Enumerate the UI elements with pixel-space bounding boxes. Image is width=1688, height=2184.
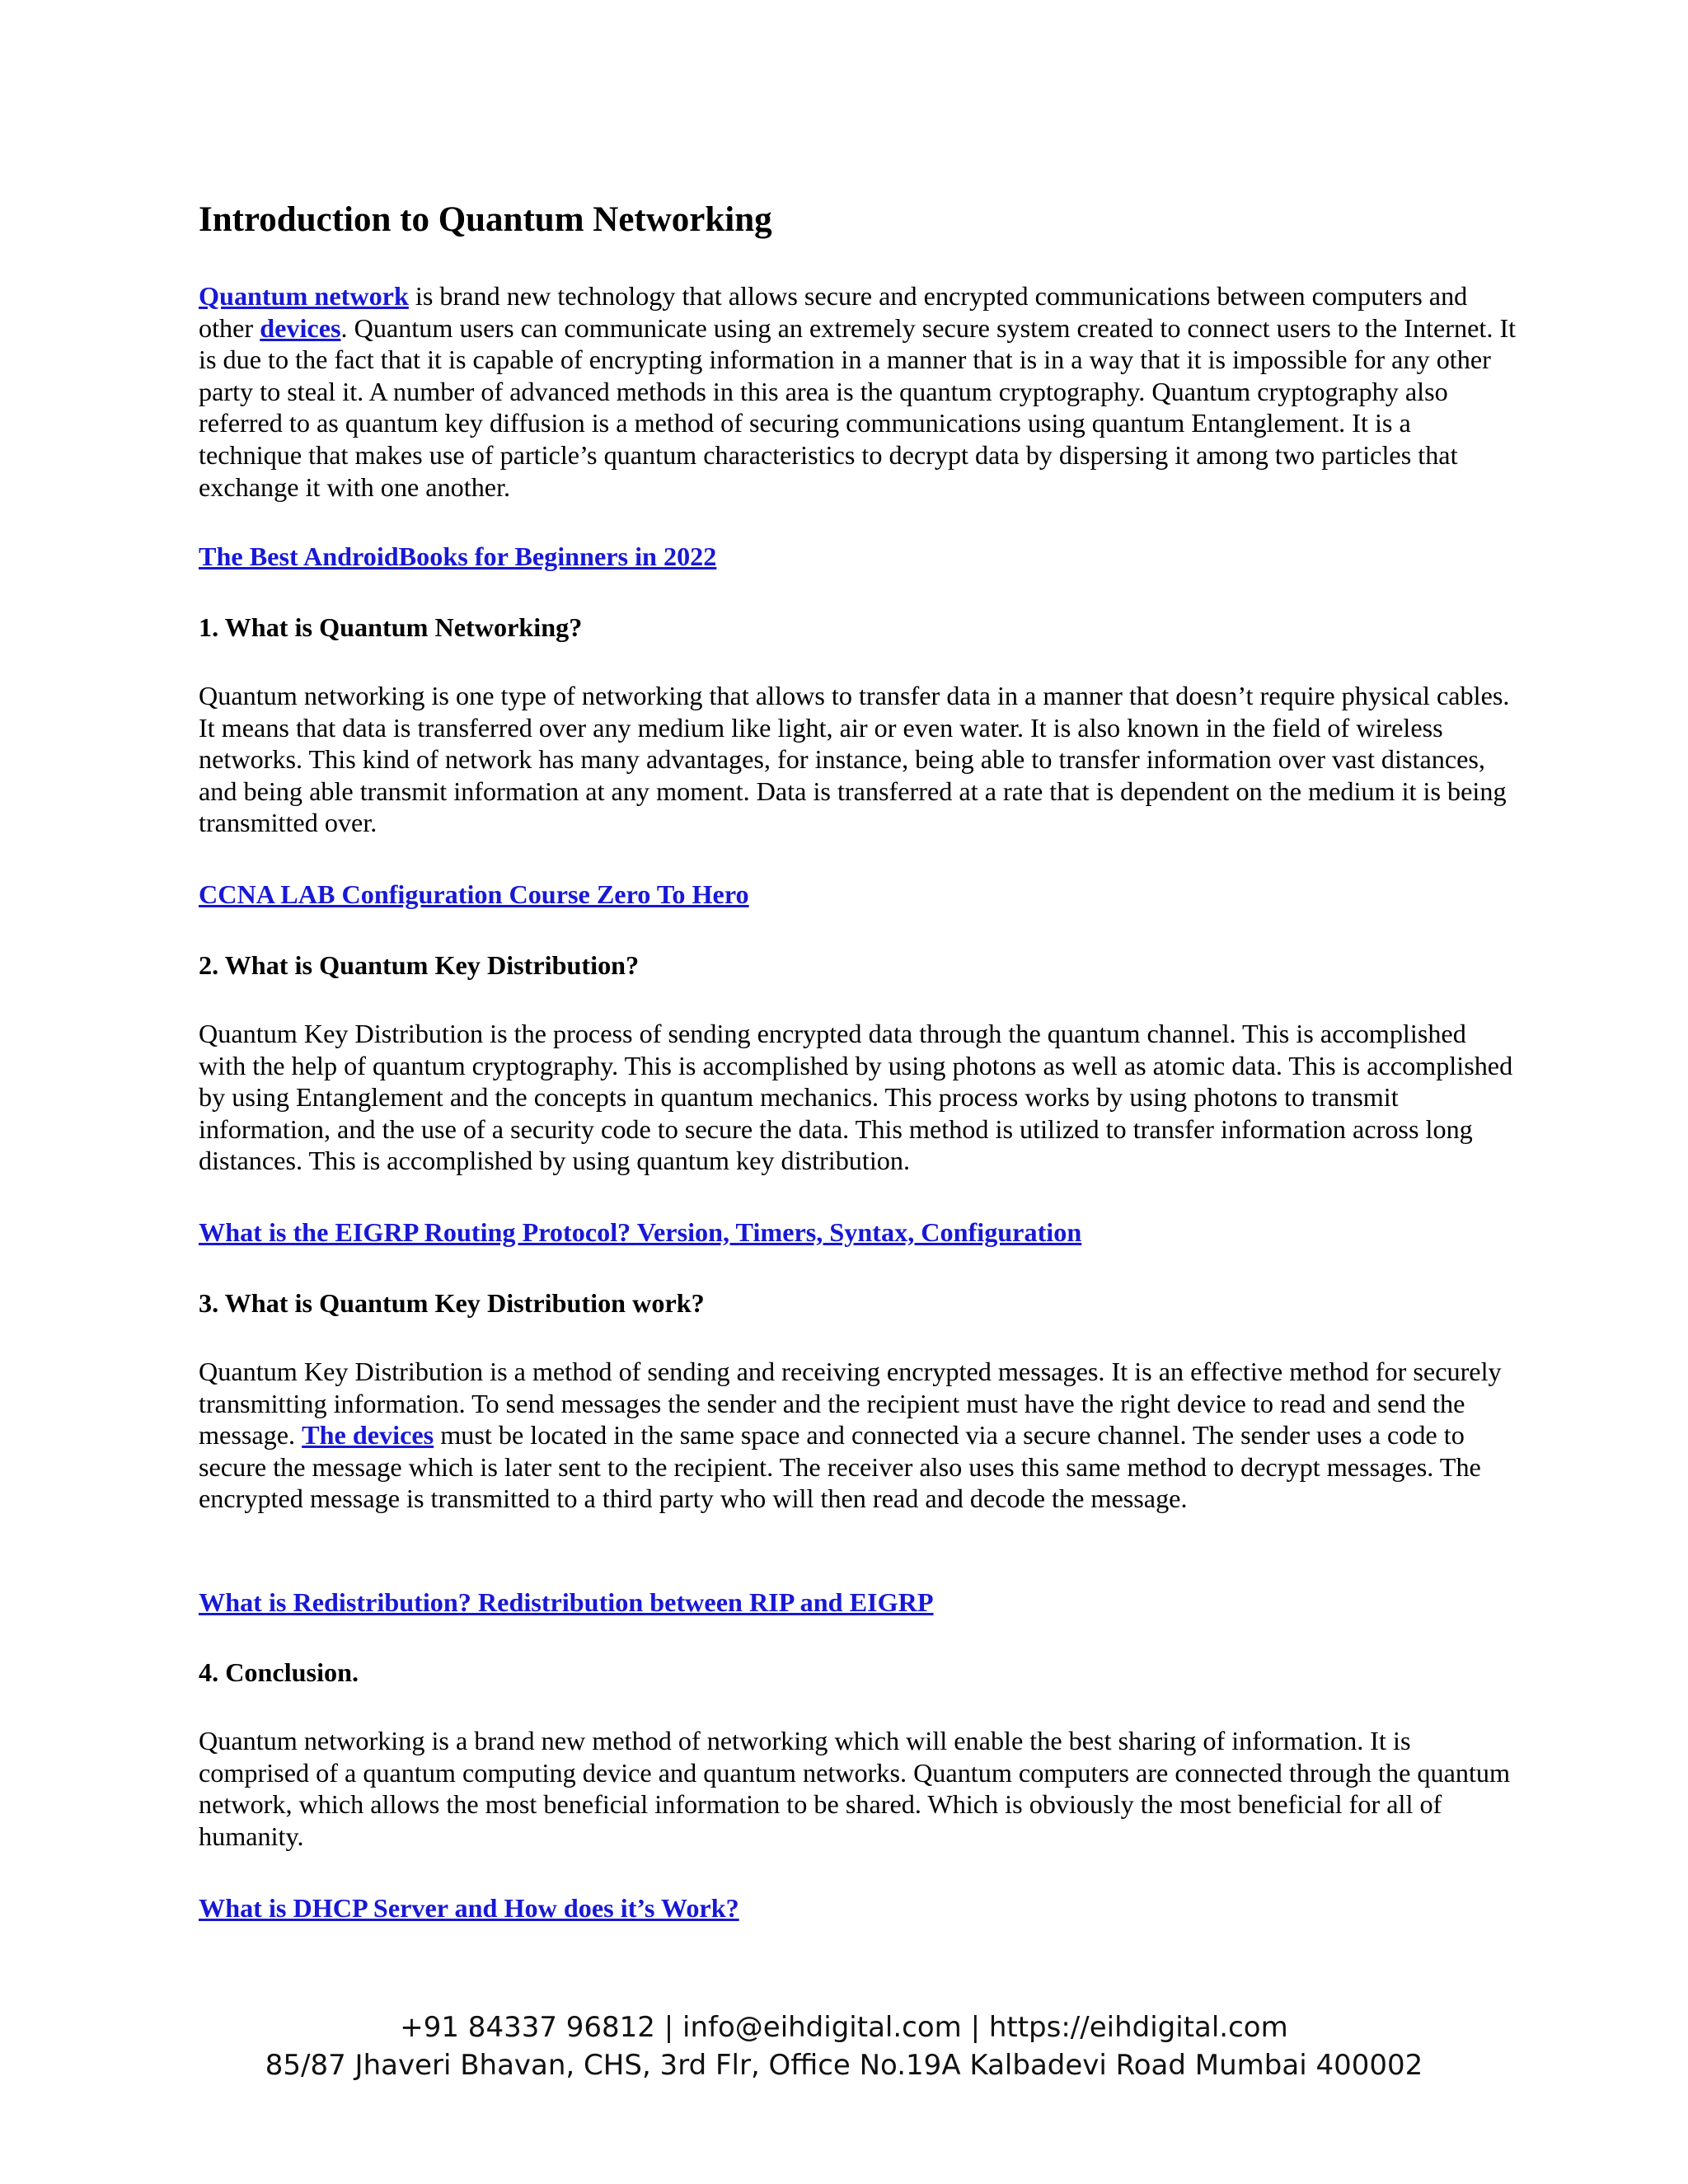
the-devices-link[interactable]: The devices — [302, 1420, 434, 1451]
intro-paragraph: Quantum network is brand new technology that allows secure and encrypted communications between computers and other devices. Quantum users can communicate using an extremely secure system created to connect users to the Internet. It is due to the fact that it is capable of encrypting information in a manner that is in a way that it is impossible for any other party to steal it. A number of advanced methods in this area is the quantum cryptography. Quantum cryptography also referred to as quantum key diffusion is a method of securing communications using quantum Entanglement. It is a technique that makes use of particle’s quantum characteristics to decrypt data by dispersing it among two particles that exchange it with one another. — [199, 281, 1517, 502]
related-link-4-row — [199, 1586, 934, 1619]
section-heading-3: 3. What is Quantum Key Distribution work? — [199, 1288, 705, 1318]
section-body-4: Quantum networking is a brand new method of networking which will enable the best sharing of information. It is comprised of a quantum computing device and quantum networks. Quantum computers are connected through the quantum network, which allows the most beneficial information to be shared. Which is obviously the most beneficial for all of humanity. — [199, 1726, 1511, 1851]
related-link-5-row — [199, 1891, 739, 1924]
quantum-network-link[interactable]: Quantum network — [199, 281, 409, 311]
section-body-1: Quantum networking is one type of networking that allows to transfer data in a manner that doesn’t require physical cables. It means that data is transferred over any medium like light, air or even water. It is also known in the field of wireless networks. This kind of network has many advantages, for instance, being able to transfer information over vast distances, and being able transmit information at any moment. Data is transferred at a rate that is dependent on the medium it is being transmitted over. — [199, 681, 1510, 838]
related-link-eigrp[interactable]: What is the EIGRP Routing Protocol? Version, Timers, Syntax, Configuration — [199, 1217, 1082, 1247]
section-body-3: Quantum Key Distribution is a method of sending and receiving encrypted messages. It is an effective method for securely transmitting information. To send messages the sender and the recipient must have the right device to read and send the message. The devices must be located in the same space and connected via a secure channel. The sender uses a code to secure the message which is later sent to the recipient. The receiver also uses this same method to decrypt messages. The encrypted message is transmitted to a third party who will then read and decode the message. — [199, 1357, 1502, 1514]
section-heading-4: 4. Conclusion. — [199, 1657, 359, 1687]
section-body-2: Quantum Key Distribution is the process of sending encrypted data through the quantum channel. This is accomplished with the help of quantum cryptography. This is accomplished by using photons as well as atomic data. This is accomplished by using Entanglement and the concepts in quantum mechanics. This process works by using photons to transmit information, and the use of a security code to secure the data. This method is utilized to transfer information across long distances. This is accomplished by using quantum key distribution. — [199, 1019, 1513, 1176]
related-link-1-row — [199, 540, 716, 573]
related-link-android-books[interactable]: The Best AndroidBooks for Beginners in 2022 — [199, 541, 717, 571]
section-heading-1: 1. What is Quantum Networking? — [199, 612, 583, 642]
related-link-2-row — [199, 878, 749, 911]
related-link-dhcp[interactable]: What is DHCP Server and How does it’s Work? — [199, 1893, 739, 1923]
related-link-3-row — [199, 1216, 1081, 1249]
related-link-redistribution[interactable]: What is Redistribution? Redistribution between RIP and EIGRP — [199, 1587, 934, 1617]
devices-link[interactable]: devices — [260, 312, 341, 343]
related-link-ccna-lab[interactable]: CCNA LAB Configuration Course Zero To Hero — [199, 879, 749, 909]
footer-address-line: 85/87 Jhaveri Bhavan, CHS, 3rd Flr, Office No.19A Kalbadevi Road Mumbai 400002 — [265, 2049, 1423, 2082]
section-heading-2: 2. What is Quantum Key Distribution? — [199, 950, 640, 980]
footer-contact-line: +91 84337 96812 | info@eihdigital.com | https://eihdigital.com — [400, 2011, 1288, 2044]
page-title: Introduction to Quantum Networking — [199, 200, 772, 239]
